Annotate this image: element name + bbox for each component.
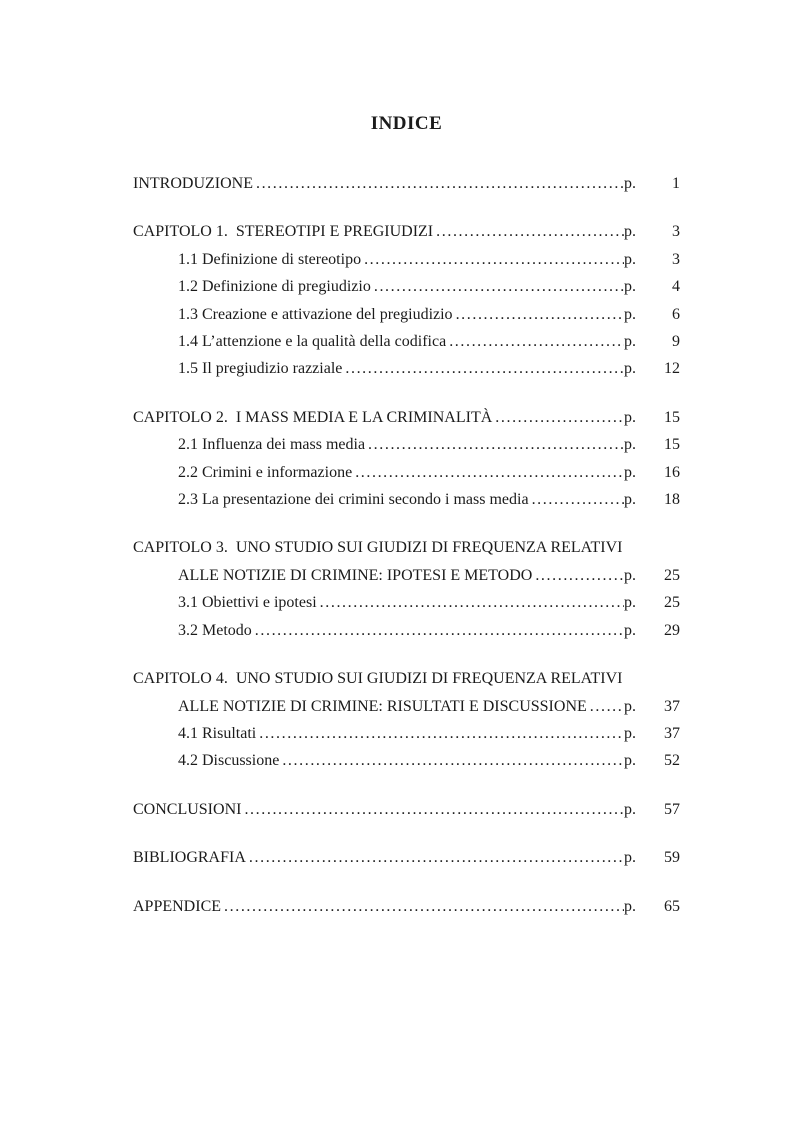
group-gap bbox=[133, 872, 680, 893]
dot-leader bbox=[352, 459, 624, 486]
toc-chapter-line bbox=[133, 534, 680, 561]
page-abbrev: p. bbox=[624, 724, 636, 742]
toc-entry-label: CAPITOLO 4. UNO STUDIO SUI GIUDIZI DI FREQUENZA RELATIVI bbox=[133, 670, 623, 688]
dot-leader bbox=[529, 486, 624, 513]
toc-entry-label: 1.1 Definizione di stereotipo bbox=[178, 250, 362, 268]
dot-leader bbox=[492, 404, 624, 431]
toc-entry-label: ALLE NOTIZIE DI CRIMINE: IPOTESI E METODO bbox=[178, 566, 533, 584]
toc-entry-label: 1.5 Il pregiudizio razziale bbox=[178, 360, 343, 378]
page-abbrev: p. bbox=[624, 697, 636, 715]
page-abbrev: p. bbox=[624, 360, 636, 378]
toc bbox=[133, 110, 680, 920]
dot-leader bbox=[256, 720, 624, 747]
toc-entry-label: INTRODUZIONE bbox=[133, 175, 253, 192]
dot-leader bbox=[342, 355, 624, 382]
page-number: 15 bbox=[664, 408, 680, 426]
page-number: 1 bbox=[672, 175, 680, 192]
page-number: 9 bbox=[672, 333, 680, 351]
dot-leader bbox=[361, 246, 624, 273]
page-number: 37 bbox=[664, 724, 680, 742]
page-number: 3 bbox=[672, 223, 680, 241]
toc-entry bbox=[133, 355, 680, 382]
dot-leader bbox=[365, 431, 624, 458]
toc-entry-label: 4.1 Risultati bbox=[178, 724, 257, 742]
toc-entry bbox=[133, 693, 680, 720]
group-gap bbox=[133, 823, 680, 844]
toc-entry-label: 3.2 Metodo bbox=[178, 621, 252, 639]
page-number: 37 bbox=[664, 697, 680, 715]
toc-entry-label: CAPITOLO 3. UNO STUDIO SUI GIUDIZI DI FREQUENZA RELATIVI bbox=[133, 539, 623, 557]
page-abbrev: p. bbox=[624, 408, 636, 426]
dot-leader bbox=[221, 893, 624, 920]
page-number: 18 bbox=[664, 491, 680, 509]
toc-entry bbox=[133, 459, 680, 486]
page-title: INDICE bbox=[370, 113, 443, 134]
toc-entry-label: 2.1 Influenza dei mass media bbox=[178, 436, 366, 454]
toc-entry-label: BIBLIOGRAFIA bbox=[133, 849, 246, 867]
toc-entry bbox=[133, 170, 680, 197]
page-abbrev: p. bbox=[624, 491, 636, 509]
group-gap bbox=[133, 383, 680, 404]
page-abbrev: p. bbox=[624, 436, 636, 454]
toc-entry bbox=[133, 844, 680, 871]
page-abbrev: p. bbox=[624, 752, 636, 770]
toc-entry bbox=[133, 328, 680, 355]
page-abbrev: p. bbox=[624, 594, 636, 612]
page-abbrev: p. bbox=[624, 333, 636, 351]
page-abbrev: p. bbox=[624, 250, 636, 268]
page-number: 25 bbox=[664, 566, 680, 584]
dot-leader bbox=[253, 170, 624, 197]
page-number: 65 bbox=[664, 897, 680, 915]
dot-leader bbox=[433, 218, 624, 245]
toc-entry-label: 2.3 La presentazione dei crimini secondo i mass media bbox=[178, 491, 529, 509]
page-abbrev: p. bbox=[624, 800, 636, 818]
page-number: 15 bbox=[664, 436, 680, 454]
page-abbrev: p. bbox=[624, 175, 636, 192]
page-abbrev: p. bbox=[624, 305, 636, 323]
dot-leader bbox=[252, 617, 624, 644]
page-number: 29 bbox=[664, 621, 680, 639]
page-abbrev: p. bbox=[624, 223, 636, 241]
page-number: 4 bbox=[672, 278, 680, 296]
toc-entry-label: 2.2 Crimini e informazione bbox=[178, 463, 353, 481]
dot-leader bbox=[446, 328, 624, 355]
toc-entry bbox=[133, 589, 680, 616]
dot-leader bbox=[241, 796, 624, 823]
toc-entry bbox=[133, 273, 680, 300]
toc-entry-label: CONCLUSIONI bbox=[133, 800, 242, 818]
toc-entry-label: CAPITOLO 2. I MASS MEDIA E LA CRIMINALITÀ bbox=[133, 408, 493, 426]
page-number: 59 bbox=[664, 849, 680, 867]
toc-entry-label: CAPITOLO 1. STEREOTIPI E PREGIUDIZI bbox=[133, 223, 434, 241]
dot-leader bbox=[246, 844, 624, 871]
toc-entry-label: 1.3 Creazione e attivazione del pregiudizio bbox=[178, 305, 453, 323]
toc-entry bbox=[133, 893, 680, 920]
toc-entry-label: APPENDICE bbox=[133, 897, 222, 915]
toc-entry bbox=[133, 720, 680, 747]
toc-entry bbox=[133, 301, 680, 328]
toc-entry-label: 4.2 Discussione bbox=[178, 752, 280, 770]
toc-entry bbox=[133, 246, 680, 273]
page-number: 16 bbox=[664, 463, 680, 481]
page-abbrev: p. bbox=[624, 621, 636, 639]
dot-leader bbox=[317, 589, 624, 616]
group-gap bbox=[133, 513, 680, 534]
dot-leader bbox=[587, 693, 624, 720]
page-number: 52 bbox=[664, 752, 680, 770]
toc-entry bbox=[133, 562, 680, 589]
page-abbrev: p. bbox=[624, 849, 636, 867]
dot-leader bbox=[453, 301, 624, 328]
group-gap bbox=[133, 644, 680, 665]
page-number: 57 bbox=[664, 800, 680, 818]
group-gap bbox=[133, 197, 680, 218]
toc-chapter-line bbox=[133, 665, 680, 692]
toc-entry bbox=[133, 431, 680, 458]
toc-entry-label: 3.1 Obiettivi e ipotesi bbox=[178, 594, 317, 612]
toc-entry-label: 1.2 Definizione di pregiudizio bbox=[178, 278, 371, 296]
toc-entry-label: 1.4 L’attenzione e la qualità della codifica bbox=[178, 333, 447, 351]
page-number: 6 bbox=[672, 305, 680, 323]
dot-leader bbox=[279, 747, 624, 774]
page-number: 3 bbox=[672, 250, 680, 268]
toc-entry bbox=[133, 218, 680, 245]
page-abbrev: p. bbox=[624, 566, 636, 584]
toc-entry-label: ALLE NOTIZIE DI CRIMINE: RISULTATI E DISCUSSIONE bbox=[178, 697, 587, 715]
toc-entry bbox=[133, 486, 680, 513]
toc-entry bbox=[133, 796, 680, 823]
page-abbrev: p. bbox=[624, 897, 636, 915]
toc-entry bbox=[133, 747, 680, 774]
page-number: 12 bbox=[664, 360, 680, 378]
page-abbrev: p. bbox=[624, 463, 636, 481]
toc-entry bbox=[133, 404, 680, 431]
page-abbrev: p. bbox=[624, 278, 636, 296]
dot-leader bbox=[532, 562, 624, 589]
group-gap bbox=[133, 775, 680, 796]
dot-leader bbox=[371, 273, 624, 300]
page-number: 25 bbox=[664, 594, 680, 612]
toc-entry bbox=[133, 617, 680, 644]
